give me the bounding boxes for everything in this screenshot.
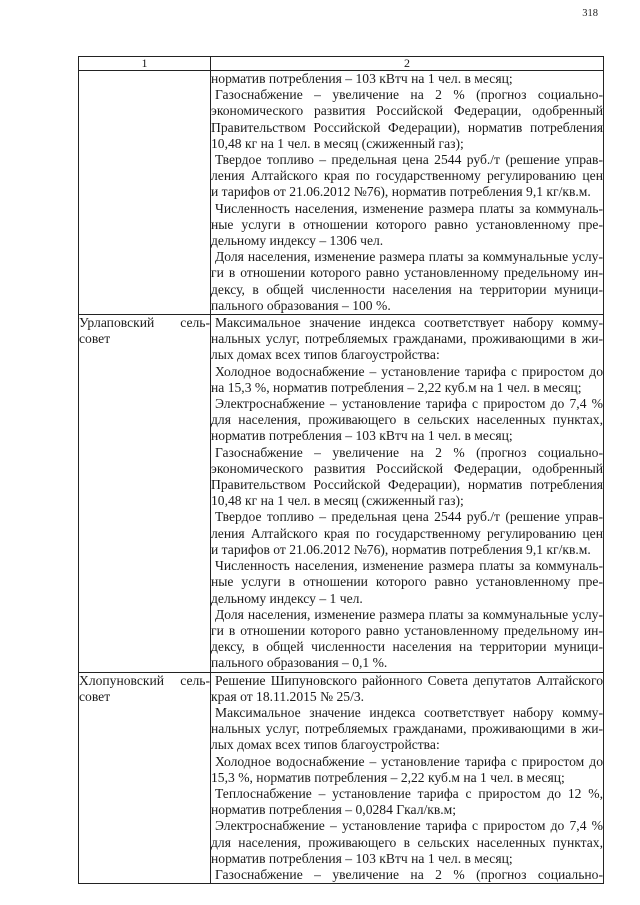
text-line: 10,48 кг на 1 чел. в месяц (сжиженный газ);: [211, 493, 464, 509]
text-line: ги в отношении которого равно установленному предельному ин-: [211, 622, 603, 638]
text-line: Решение Шипуновского районного Совета депутатов Алтайского: [215, 672, 603, 688]
paragraph: [211, 673, 603, 705]
table-row: [79, 71, 604, 315]
settlement-name-cell: [79, 315, 211, 672]
text-line: дексу, в общей численности населения на территории муници-: [211, 281, 603, 297]
text-line: норматив потребления – 103 кВтч на 1 чел. в месяц;: [211, 71, 513, 86]
text-line: Численность населения, изменение размера платы за коммуналь-: [215, 558, 603, 574]
settlement-name-line: Хлопуновский сель-: [79, 672, 210, 688]
text-line: норматив потребления – 0,0284 Гкал/кв.м;: [211, 802, 457, 818]
paragraph: [211, 558, 603, 607]
text-line: Максимальное значение индекса соответствует набору комму-: [215, 704, 603, 720]
text-line: дельному индексу – 1306 чел.: [211, 233, 384, 249]
text-line: Электроснабжение – установление тарифа с приростом до 7,4 %: [215, 818, 603, 834]
text-line: экономического развития Российской Федерации, одобренный: [211, 460, 603, 476]
paragraph: [211, 754, 603, 786]
paragraph: [211, 607, 603, 672]
text-line: Твердое топливо – предельная цена 2544 руб./т (решение управ-: [215, 152, 603, 168]
text-line: Газоснабжение – увеличение на 2 % (прогноз социально-: [215, 87, 603, 103]
text-line: ные услуги в отношении которого равно установленному пре-: [211, 574, 603, 590]
paragraph: [211, 87, 603, 152]
description-cell: [211, 672, 604, 884]
column-header-2: 2: [211, 57, 604, 71]
text-line: ные услуги в отношении которого равно установленному пре-: [211, 216, 603, 232]
description-cell: [211, 71, 604, 315]
paragraph: [211, 201, 603, 250]
text-line: на 15,3 %, норматив потребления – 2,22 куб.м на 1 чел. в месяц;: [211, 379, 582, 395]
paragraph: [211, 867, 603, 883]
text-line: Максимальное значение индекса соответствует набору комму-: [215, 315, 603, 331]
text-line: Холодное водоснабжение – установление тарифа с приростом до: [215, 363, 603, 379]
settlement-name-line: совет: [79, 688, 111, 704]
text-line: и тарифов от 21.06.2012 №76), норматив потребления 9,1 кг/кв.м.: [211, 184, 591, 200]
paragraph: [211, 71, 603, 87]
document-table: [78, 56, 604, 884]
text-line: нальных услуг, потребляемых гражданами, проживающими в жи-: [211, 721, 603, 737]
paragraph: [211, 364, 603, 396]
column-header-1: 1: [79, 57, 211, 71]
text-line: пального образования – 0,1 %.: [211, 655, 388, 671]
text-line: 15,3 %, норматив потребления – 2,22 куб.м на 1 чел. в месяц;: [211, 769, 565, 785]
text-line: норматив потребления – 103 кВтч на 1 чел. в месяц;: [211, 428, 513, 444]
paragraph: [211, 509, 603, 558]
text-line: экономического развития Российской Федерации, одобренный: [211, 103, 603, 119]
text-line: Газоснабжение – увеличение на 2 % (прогноз социально-: [215, 444, 603, 460]
settlement-name-cell: [79, 672, 211, 884]
text-line: Твердое топливо – предельная цена 2544 руб./т (решение управ-: [215, 509, 603, 525]
text-line: ги в отношении которого равно установленному предельному ин-: [211, 265, 603, 281]
text-line: 10,48 кг на 1 чел. в месяц (сжиженный газ);: [211, 135, 464, 151]
paragraph: [211, 445, 603, 510]
description-cell: [211, 315, 604, 672]
text-line: дельному индексу – 1 чел.: [211, 590, 363, 606]
text-line: и тарифов от 21.06.2012 №76), норматив потребления 9,1 кг/кв.м.: [211, 541, 591, 557]
text-line: норматив потребления – 103 кВтч на 1 чел. в месяц;: [211, 850, 513, 866]
settlement-name-cell: [79, 71, 211, 315]
text-line: нальных услуг, потребляемых гражданами, проживающими в жи-: [211, 331, 603, 347]
text-line: пального образования – 100 %.: [211, 297, 391, 313]
text-line: Доля населения, изменение размера платы за коммунальные услу-: [215, 606, 603, 622]
text-line: Электроснабжение – установление тарифа с приростом до 7,4 %: [215, 396, 603, 412]
paragraph: [211, 315, 603, 364]
table-header-row: [79, 57, 604, 71]
text-line: дексу, в общей численности населения на территории муници-: [211, 639, 603, 655]
paragraph: [211, 152, 603, 201]
table-row: [79, 672, 604, 884]
text-line: Правительством Российской Федерации), норматив потребления: [211, 477, 603, 493]
paragraph: [211, 786, 603, 818]
paragraph: [211, 705, 603, 754]
text-line: Газоснабжение – увеличение на 2 % (прогноз социально-: [215, 866, 603, 882]
text-line: ления Алтайского края по государственному регулированию цен: [211, 525, 603, 541]
text-line: Численность населения, изменение размера платы за коммуналь-: [215, 200, 603, 216]
paragraph: [211, 249, 603, 314]
text-line: лых домах всех типов благоустройства:: [211, 347, 440, 363]
text-line: Теплоснабжение – установление тарифа с приростом до 12 %,: [215, 785, 603, 801]
text-line: ления Алтайского края по государственному регулированию цен: [211, 168, 603, 184]
text-line: Доля населения, изменение размера платы за коммунальные услу-: [215, 249, 603, 265]
text-line: Правительством Российской Федерации), норматив потребления: [211, 119, 603, 135]
table-row: [79, 315, 604, 672]
text-line: для населения, проживающего в сельских населенных пунктах,: [211, 412, 603, 428]
paragraph: [211, 396, 603, 445]
text-line: для населения, проживающего в сельских населенных пунктах,: [211, 834, 603, 850]
settlement-name-line: совет: [79, 331, 111, 347]
text-line: лых домах всех типов благоустройства:: [211, 737, 440, 753]
text-line: Холодное водоснабжение – установление тарифа с приростом до: [215, 753, 603, 769]
settlement-name-line: Урлаповский сель-: [79, 315, 210, 331]
text-line: края от 18.11.2015 № 25/3.: [211, 688, 365, 704]
paragraph: [211, 818, 603, 867]
table-body: [79, 71, 604, 884]
page-number: 318: [582, 8, 598, 19]
